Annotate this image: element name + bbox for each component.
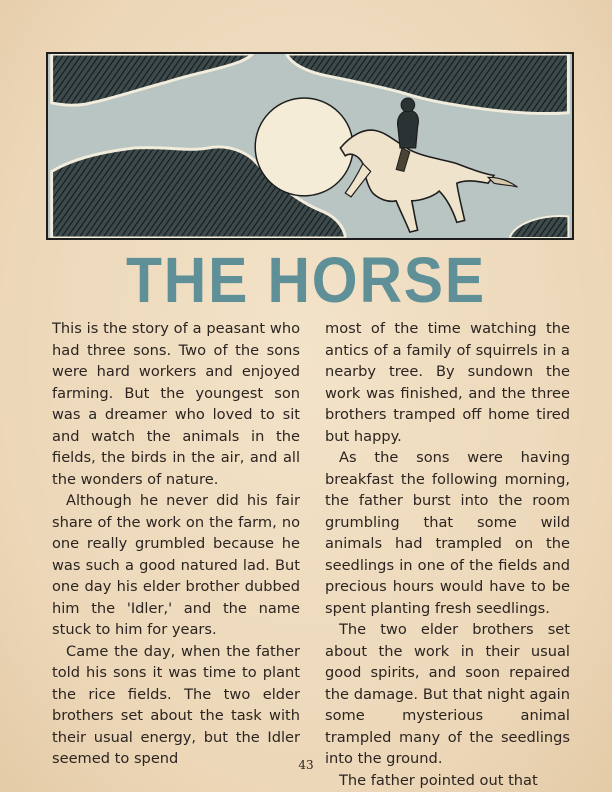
paragraph: The father pointed out that [339, 771, 538, 789]
text-column-right [325, 318, 570, 791]
paragraph: The two elder brothers set about the work in their usual good spirits, and soon repaired the damage. But that night again some mysterious animal trampled many of the seedlings into the ground. [325, 621, 570, 767]
header-illustration [46, 52, 574, 240]
full-moon [255, 98, 353, 196]
paragraph: Although he never did his fair share of the work on the farm, no one really grumbled because he was such a good natured lad. But one day his elder brother dubbed him the 'Idler,' and the name stuck to him for years. [52, 492, 300, 638]
page-number: 43 [298, 758, 314, 772]
text-column-left [52, 318, 300, 770]
night-ride-scene [48, 54, 572, 238]
paragraph: This is the story of a peasant who had three sons. Two of the sons were hard workers and enjoyed farming. But the youngest son was a dreamer who loved to sit and watch the animals in the fields, the birds in the air, and all the wonders of nature. [52, 320, 300, 488]
paragraph: As the sons were having breakfast the following morning, the father burst into the room grumbling that some wild animals had trampled on the seedlings in one of the fields and precious hours would have to be spent planting fresh seedlings. [325, 449, 570, 617]
paragraph: most of the time watching the antics of a family of squirrels in a nearby tree. By sundown the work was finished, and the three brothers tramped off home tired but happy. [325, 320, 570, 445]
article-title: THE HORSE [125, 244, 487, 316]
paragraph: Came the day, when the father told his sons it was time to plant the rice fields. The two elder brothers set about the task with their usual energy, but the Idler seemed to spend [52, 642, 300, 767]
